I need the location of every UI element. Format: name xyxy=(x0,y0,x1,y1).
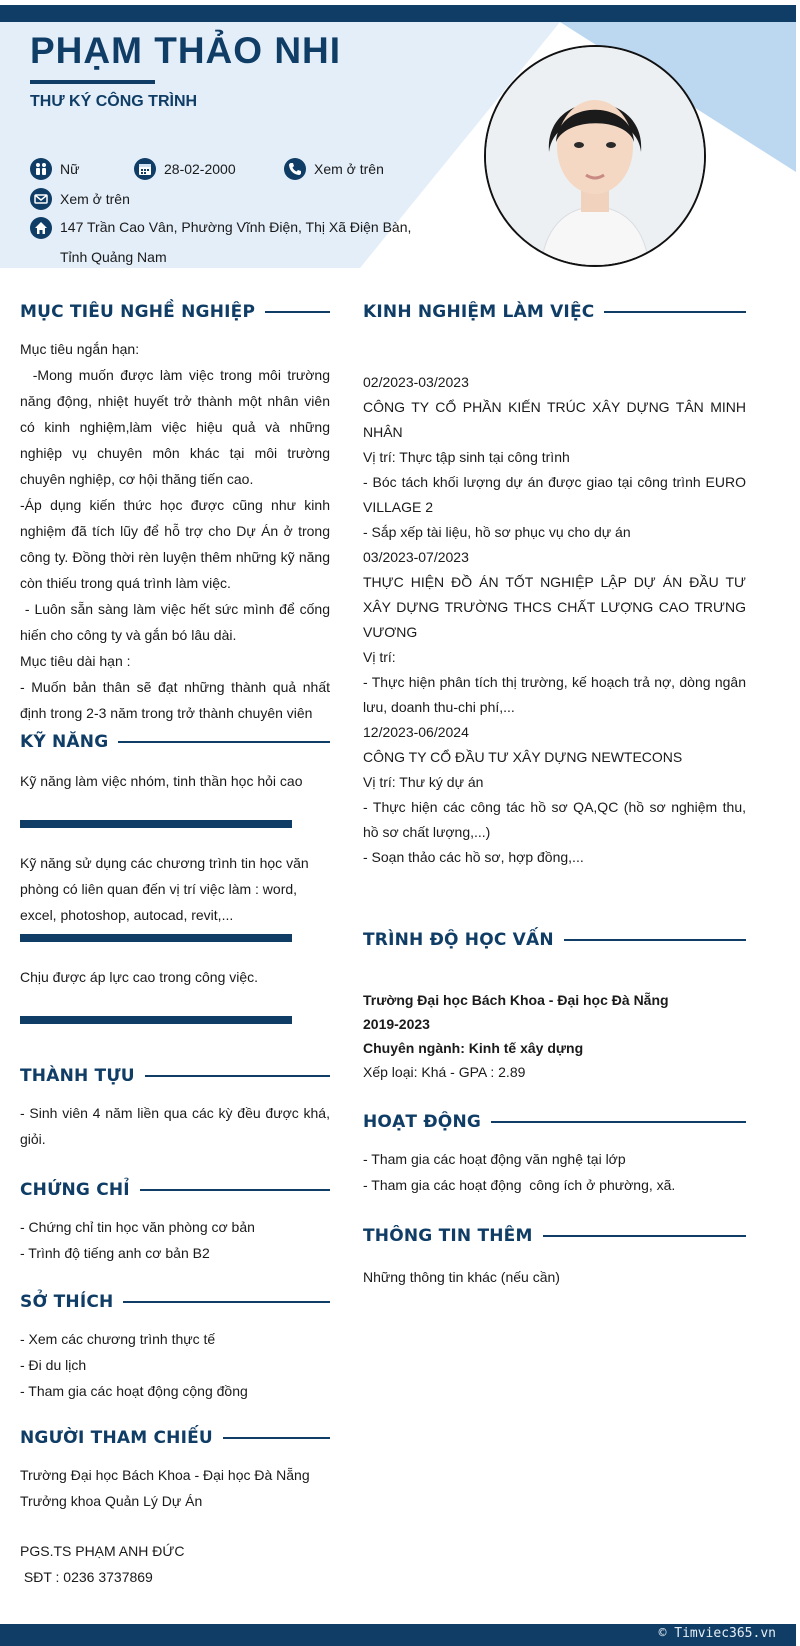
email-value: Xem ở trên xyxy=(60,191,130,207)
experience-heading: KINH NGHIỆM LÀM VIỆC xyxy=(363,302,746,322)
candidate-name: PHẠM THẢO NHI xyxy=(30,30,342,71)
references-text xyxy=(20,1462,330,1590)
skill-level-bar xyxy=(20,934,292,942)
contact-email xyxy=(30,188,130,210)
references-heading: NGƯỜI THAM CHIẾU xyxy=(20,1428,330,1448)
job-company: THỰC HIỆN ĐỒ ÁN TỐT NGHIỆP LẬP DỰ ÁN ĐẦU TƯ XÂY DỰNG TRƯỜNG THCS CHẤT LƯỢNG CAO TRƯNG VƯƠNG xyxy=(363,574,746,640)
education-school: Trường Đại học Bách Khoa - Đại học Đà Nẵng xyxy=(363,992,669,1008)
experience-entry xyxy=(363,370,746,545)
experience-entry xyxy=(363,720,746,870)
job-period: 03/2023-07/2023 xyxy=(363,549,469,565)
reference-line: PGS.TS PHẠM ANH ĐỨC xyxy=(20,1543,185,1559)
objective-text xyxy=(20,336,334,726)
job-company: CÔNG TY CỔ PHẦN KIẾN TRÚC XÂY DỰNG TÂN MINH NHÂN xyxy=(363,399,746,440)
profile-photo xyxy=(484,45,706,267)
name-underline xyxy=(30,80,155,84)
education-grade: Xếp loại: Khá - GPA : 2.89 xyxy=(363,1064,526,1080)
gender-icon xyxy=(30,158,52,180)
skill-level-bar xyxy=(20,1016,292,1024)
skill-item: Kỹ năng làm việc nhóm, tinh thần học hỏi cao xyxy=(20,773,303,789)
hobbies-heading: SỞ THÍCH xyxy=(20,1292,330,1312)
reference-line: SĐT : 0236 3737869 xyxy=(20,1569,153,1585)
birthdate-value: 28-02-2000 xyxy=(164,161,236,177)
mail-icon xyxy=(30,188,52,210)
activities-heading: HOẠT ĐỘNG xyxy=(363,1112,746,1132)
additional-info-heading: THÔNG TIN THÊM xyxy=(363,1226,746,1246)
skill-item: Kỹ năng sử dụng các chương trình tin học văn phòng có liên quan đến vị trí việc làm : word, excel, photoshop, autocad, revit,... xyxy=(20,855,309,923)
experience-entry xyxy=(363,545,746,720)
skills-heading: KỸ NĂNG xyxy=(20,732,330,752)
reference-line: Trưởng khoa Quản Lý Dự Án xyxy=(20,1493,203,1509)
hobby-item: - Xem các chương trình thực tế xyxy=(20,1331,216,1347)
achievements-text: - Sinh viên 4 năm liền qua các kỳ đều được khá, giỏi. xyxy=(20,1105,330,1147)
top-bar xyxy=(0,5,796,22)
job-detail: - Bóc tách khối lượng dự án được giao tại công trình EURO VILLAGE 2 xyxy=(363,474,746,515)
job-position: Vị trí: Thực tập sinh tại công trình xyxy=(363,449,570,465)
job-detail: - Thực hiện các công tác hồ sơ QA,QC (hồ sơ nghiệm thu, hồ sơ chất lượng,...) xyxy=(363,799,746,840)
hobby-item: - Đi du lịch xyxy=(20,1357,87,1373)
skill-level-bar xyxy=(20,820,292,828)
hobby-item: - Tham gia các hoạt động cộng đồng xyxy=(20,1383,248,1399)
job-company: CÔNG TY CỔ ĐẦU TƯ XÂY DỰNG NEWTECONS xyxy=(363,749,683,765)
objective-line: -Áp dụng kiến thức học được cũng như kinh nghiệm đã tích lũy để hỗ trợ cho Dự Án ở trong công ty. Đồng thời rèn luyện thêm những kỹ năng còn thiếu trong quá trình làm việc. xyxy=(20,497,330,591)
objective-line: Mục tiêu dài hạn : xyxy=(20,653,131,669)
footer-watermark: © Timviec365.vn xyxy=(658,1626,776,1641)
contact-address xyxy=(30,216,440,272)
phone-icon xyxy=(284,158,306,180)
reference-line: Trường Đại học Bách Khoa - Đại học Đà Nẵng xyxy=(20,1467,310,1483)
activity-item: - Tham gia các hoạt động văn nghệ tại lớp xyxy=(363,1151,626,1167)
education-years: 2019-2023 xyxy=(363,1016,430,1032)
home-icon xyxy=(30,217,52,239)
certificates-heading: CHỨNG CHỈ xyxy=(20,1180,330,1200)
objective-line: -Mong muốn được làm việc trong môi trường năng động, nhiệt huyết trở thành một nhân viên có kinh nghiệm,làm việc hiệu quả và những nghiệp vụ chuyên môn khác tại môi trường chuyên nghiệp, cơ hội thăng tiến cao. xyxy=(20,367,334,487)
job-detail: - Sắp xếp tài liệu, hồ sơ phục vụ cho dự án xyxy=(363,524,631,540)
objective-line: - Muốn bản thân sẽ đạt những thành quả nhất định trong 2-3 năm trong trở thành chuyên viên xyxy=(20,679,330,721)
objective-line: Mục tiêu ngắn hạn: xyxy=(20,341,140,357)
job-position: Vị trí: xyxy=(363,649,396,665)
education-heading: TRÌNH ĐỘ HỌC VẤN xyxy=(363,930,746,950)
calendar-icon xyxy=(134,158,156,180)
activities-list xyxy=(363,1146,746,1198)
job-detail: - Thực hiện phân tích thị trường, kế hoạch trả nợ, dòng ngân lưu, doanh thu-chi phí,... xyxy=(363,674,746,715)
certificates-list xyxy=(20,1214,330,1266)
contact-gender xyxy=(30,158,79,180)
objective-heading: MỤC TIÊU NGHỀ NGHIỆP xyxy=(20,302,330,322)
contact-phone xyxy=(284,158,384,180)
achievements-heading: THÀNH TỰU xyxy=(20,1066,330,1086)
certificate-item: - Chứng chỉ tin học văn phòng cơ bản xyxy=(20,1219,255,1235)
hobbies-list xyxy=(20,1326,330,1404)
objective-line: - Luôn sẵn sàng làm việc hết sức mình để cống hiến cho công ty và gắn bó lâu dài. xyxy=(20,601,334,643)
job-detail: - Soạn thảo các hồ sơ, hợp đồng,... xyxy=(363,849,584,865)
gender-value: Nữ xyxy=(60,161,80,177)
education-entry xyxy=(363,988,746,1084)
job-period: 12/2023-06/2024 xyxy=(363,724,469,740)
job-position: Vị trí: Thư ký dự án xyxy=(363,774,484,790)
phone-value: Xem ở trên xyxy=(314,161,384,177)
additional-info-text: Những thông tin khác (nếu cần) xyxy=(363,1269,560,1285)
certificate-item: - Trình độ tiếng anh cơ bản B2 xyxy=(20,1245,210,1261)
job-title: THƯ KÝ CÔNG TRÌNH xyxy=(30,93,198,110)
skill-item: Chịu được áp lực cao trong công việc. xyxy=(20,969,259,985)
address-value: 147 Trần Cao Vân, Phường Vĩnh Điện, Thị Xã Điện Bàn, Tỉnh Quảng Nam xyxy=(60,219,412,265)
education-major: Chuyên ngành: Kinh tế xây dựng xyxy=(363,1040,584,1056)
contact-birthdate xyxy=(134,158,236,180)
job-period: 02/2023-03/2023 xyxy=(363,374,469,390)
activity-item: - Tham gia các hoạt động công ích ở phường, xã. xyxy=(363,1177,676,1193)
